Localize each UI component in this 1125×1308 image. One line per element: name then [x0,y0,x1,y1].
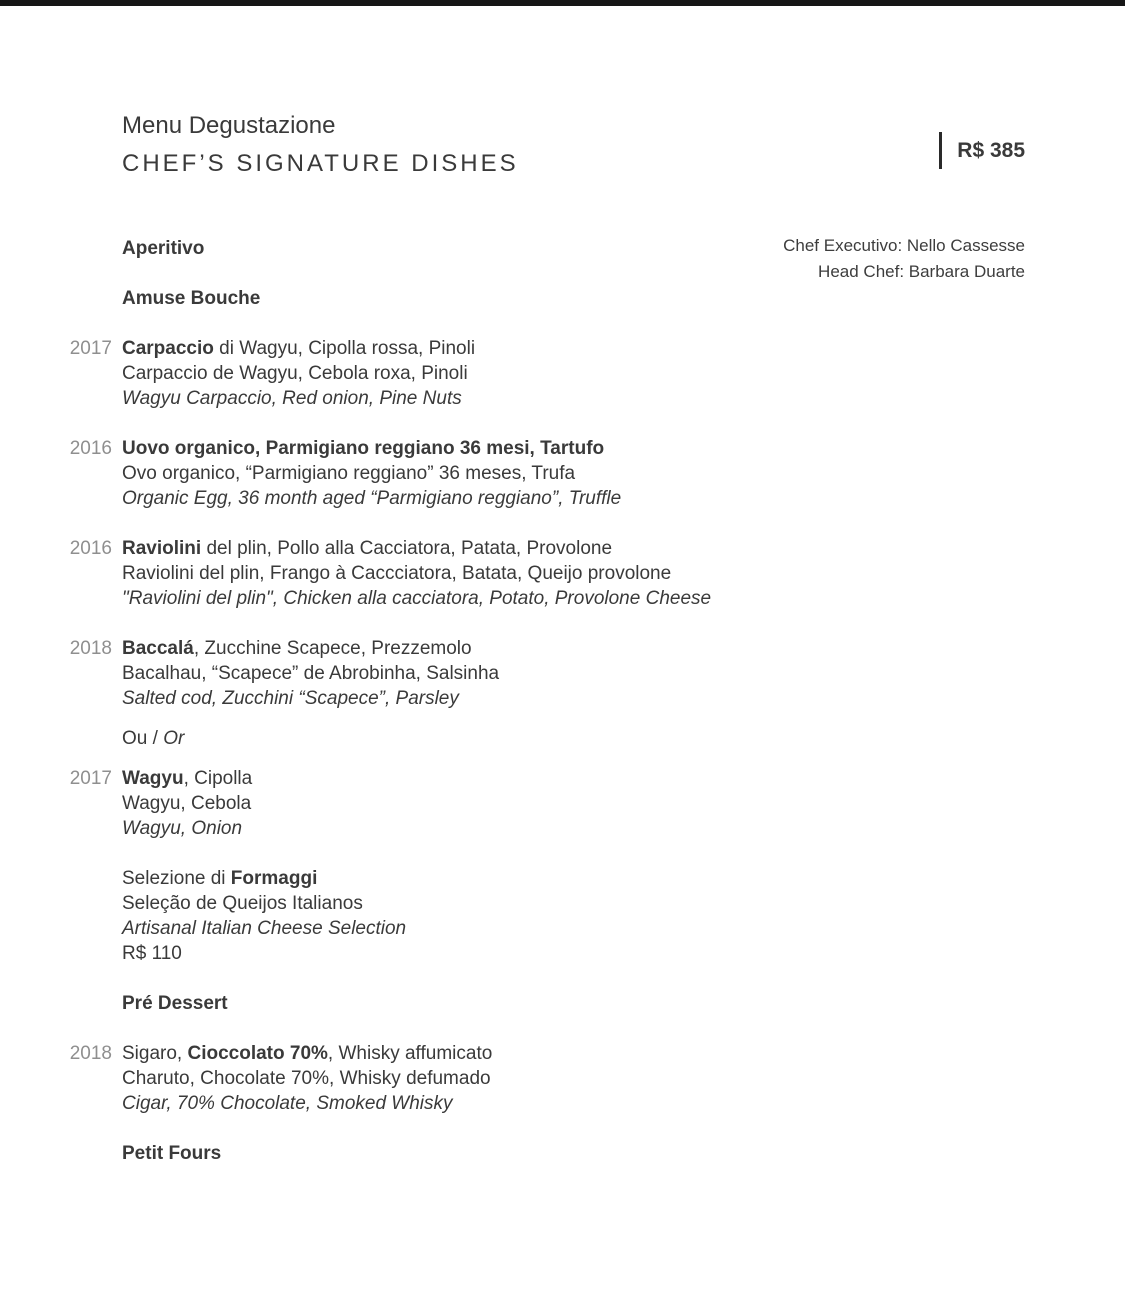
text-segment: Wagyu [122,768,184,789]
text-segment: Pré Dessert [122,993,228,1014]
text-segment: Cioccolato 70% [187,1043,328,1064]
text-segment: Charuto, Chocolate 70%, Whisky defumado [122,1068,491,1089]
item-line [122,636,499,661]
text-segment: Artisanal Italian Cheese Selection [122,918,407,939]
item-lines [122,866,406,966]
menu-title-english: CHEF’S SIGNATURE DISHES [122,150,519,177]
menu-item [60,536,960,611]
heading-text [122,236,204,261]
item-line [122,1141,221,1166]
text-segment: di Wagyu, Cipolla rossa, Pinoli [213,338,476,359]
item-line [122,916,406,941]
menu-item [60,636,960,711]
chef-executive-line: Chef Executivo: Nello Cassesse [783,236,1025,255]
item-line [122,891,406,916]
vintage-year: 2017 [69,338,112,359]
text-segment: Ou / [122,728,164,749]
item-lines [122,536,711,611]
heading-text [122,991,228,1016]
vintage-year: 2016 [69,438,112,459]
item-line [122,866,406,891]
item-lines [122,436,621,511]
menu-body [60,236,960,1191]
heading-text [122,286,260,311]
text-segment: Wagyu, Cebola [122,793,252,814]
text-segment: Cigar, 70% Chocolate, Smoked Whisky [122,1093,453,1114]
menu-price [939,132,1025,169]
text-segment: Petit Fours [122,1143,222,1164]
price-value: R$ 385 [957,138,1025,162]
vintage-year: 2018 [69,1043,112,1064]
item-line [122,726,184,751]
item-line [122,941,406,966]
text-segment: Salted cod, Zucchini “Scapece”, Parsley [122,688,459,709]
section-heading [60,1141,960,1166]
heading-text [122,1141,221,1166]
vintage-year [60,236,112,261]
menu-item [60,766,960,841]
section-heading [60,991,960,1016]
item-line [122,1091,492,1116]
text-segment: Amuse Bouche [122,288,261,309]
text-segment: , Zucchine Scapece, Prezzemolo [193,638,472,659]
item-line [122,561,711,586]
item-line [122,461,621,486]
item-line [122,536,711,561]
item-line [122,236,204,261]
item-line [122,766,252,791]
vintage-year [60,991,112,1016]
item-lines [122,636,499,711]
text-segment: Baccalá [122,638,194,659]
section-heading [60,286,960,311]
text-segment: Organic Egg, 36 month aged “Parmigiano reggiano”, Truffle [122,488,622,509]
text-segment: Raviolini del plin, Frango à Caccciatora, Batata, Queijo provolone [122,563,672,584]
text-segment: Wagyu, Onion [122,818,243,839]
price-divider-bar [939,132,942,169]
text-segment: , Cipolla [183,768,253,789]
text-segment: del plin, Pollo alla Cacciatora, Patata, Provolone [201,538,613,559]
text-segment: Bacalhau, “Scapece” de Abrobinha, Salsinha [122,663,500,684]
menu-item [60,336,960,411]
item-line [122,661,499,686]
text-segment: R$ 110 [122,943,182,964]
item-line [122,586,711,611]
text-segment: Carpaccio [122,338,214,359]
text-segment: Raviolini [122,538,202,559]
item-line [122,436,621,461]
vintage-year: 2018 [69,638,112,659]
text-segment: Selezione di [122,868,231,889]
item-line [122,1066,492,1091]
text-segment: , Whisky affumicato [327,1043,493,1064]
item-line [122,991,228,1016]
menu-title-italian: Menu Degustazione [122,112,336,139]
text-segment: Or [163,728,185,749]
vintage-year: 2016 [69,538,112,559]
vintage-year [60,866,112,966]
text-segment: Sigaro, [122,1043,188,1064]
menu-item [60,866,960,966]
text-segment: Uovo organico, Parmigiano reggiano 36 mesi, Tartufo [122,438,605,459]
item-lines [122,766,252,841]
item-line [122,386,475,411]
vintage-year [60,286,112,311]
text-segment: Aperitivo [122,238,205,259]
item-line [122,791,252,816]
text-segment: Wagyu Carpaccio, Red onion, Pine Nuts [122,388,462,409]
vintage-year: 2017 [69,768,112,789]
page-title [122,112,519,178]
vintage-year [60,1141,112,1166]
item-line [122,816,252,841]
item-line [122,1041,492,1066]
item-line [122,486,621,511]
text-segment: Formaggi [230,868,318,889]
item-lines [122,726,184,751]
text-segment: "Raviolini del plin", Chicken alla cacciatora, Potato, Provolone Cheese [122,588,712,609]
menu-item [60,436,960,511]
menu-item [60,1041,960,1116]
item-lines [122,336,475,411]
or-separator [60,726,960,751]
item-lines [122,1041,492,1116]
section-heading [60,236,960,261]
item-line [122,686,499,711]
head-chef-line: Head Chef: Barbara Duarte [818,262,1025,281]
item-line [122,361,475,386]
vintage-year [60,726,112,751]
top-border-bar [0,0,1125,6]
item-line [122,286,260,311]
item-line [122,336,475,361]
text-segment: Seleção de Queijos Italianos [122,893,363,914]
text-segment: Ovo organico, “Parmigiano reggiano” 36 meses, Trufa [122,463,576,484]
text-segment: Carpaccio de Wagyu, Cebola roxa, Pinoli [122,363,468,384]
